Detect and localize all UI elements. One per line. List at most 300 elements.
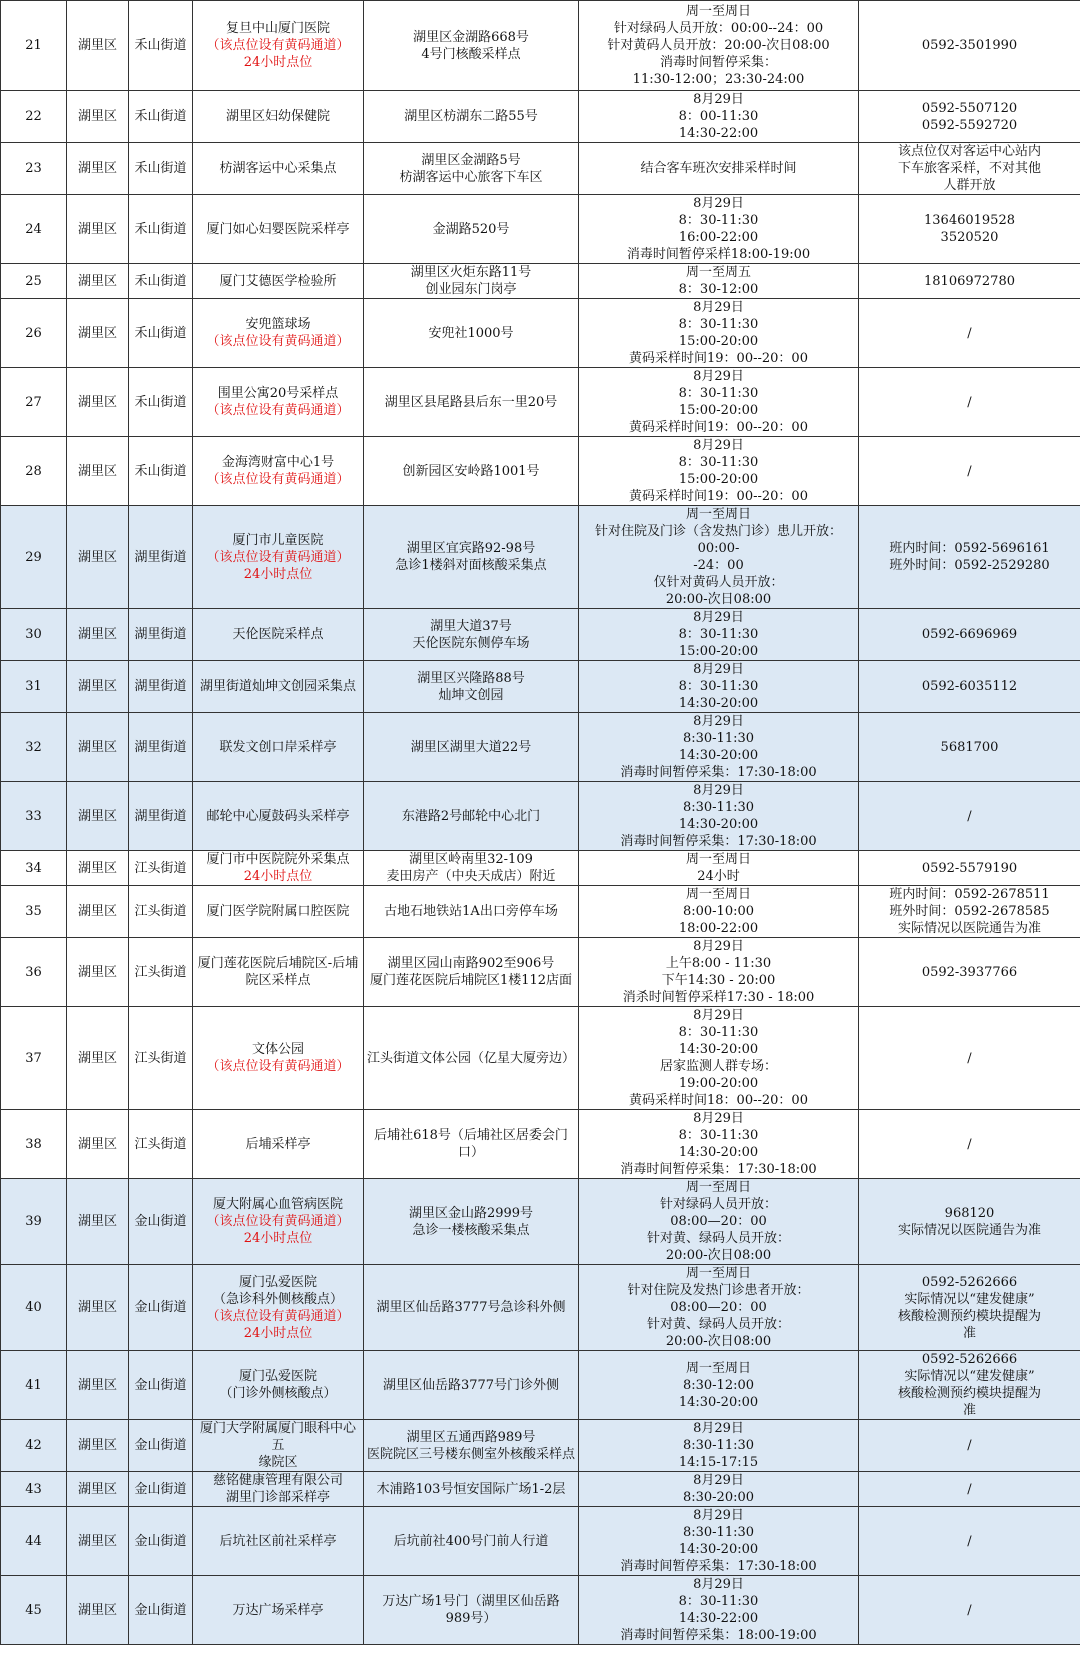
- hours-line: 居家监测人群专场：: [659, 1059, 777, 1074]
- street-cell: 江头街道: [129, 1007, 193, 1110]
- site-name-cell: [193, 437, 364, 506]
- street-cell: 禾山街道: [129, 143, 193, 195]
- hours-cell: [579, 713, 859, 782]
- address-line: 金湖路520号: [432, 221, 510, 237]
- row-number: 43: [1, 1472, 67, 1507]
- site-name-cell: [193, 264, 364, 299]
- address-cell: [364, 851, 579, 886]
- phone-line: /: [967, 1438, 972, 1453]
- hours-line: -24：00: [693, 558, 744, 573]
- hours-cell: [579, 1110, 859, 1179]
- district-cell: 湖里区: [67, 1472, 129, 1507]
- address-cell: [364, 661, 579, 713]
- address-line: 东港路2号邮轮中心北门: [401, 808, 541, 824]
- row-number: 41: [1, 1351, 67, 1420]
- street-cell: 禾山街道: [129, 195, 193, 264]
- phone-line: 班外时间：0592-2529280: [889, 558, 1050, 573]
- site-name-cell: [193, 195, 364, 264]
- table-row: [1, 1179, 1080, 1265]
- site-note-line: （该点位设有黄码通道）: [206, 1059, 350, 1074]
- name-line: 后埔采样亭: [245, 1136, 311, 1152]
- hours-line: 8:30-11:30: [682, 1525, 755, 1540]
- phone-cell: [859, 1007, 1080, 1110]
- site-note-line: （该点位设有黄码通道）: [206, 472, 350, 487]
- street-cell: 湖里街道: [129, 661, 193, 713]
- hours-line: 8:30-12:00: [682, 1377, 755, 1393]
- street-cell: 江头街道: [129, 1110, 193, 1179]
- hours-line: 8：30-11:30: [678, 386, 759, 401]
- hours-line: 黄码采样时间19：00--20：00: [629, 489, 808, 504]
- site-name-cell: [193, 1007, 364, 1110]
- name-line: 厦门弘爱医院: [238, 1369, 317, 1384]
- district-cell: 湖里区: [67, 886, 129, 938]
- site-name-cell: [193, 299, 364, 368]
- address-cell: [364, 264, 579, 299]
- site-name-cell: [193, 938, 364, 1007]
- phone-line: 实际情况以“建发健康”: [904, 1369, 1035, 1384]
- hours-cell: [579, 368, 859, 437]
- district-cell: 湖里区: [67, 1420, 129, 1472]
- site-name-cell: [193, 1420, 364, 1472]
- address-cell: [364, 1507, 579, 1576]
- hours-line: 8月29日: [693, 714, 744, 729]
- table-row: [1, 1507, 1080, 1576]
- phone-cell: [859, 1576, 1080, 1645]
- hours-line: 08:00—20：00: [670, 1214, 767, 1229]
- address-line: 后坑前社400号门前人行道: [393, 1533, 549, 1549]
- district-cell: 湖里区: [67, 91, 129, 143]
- district-cell: 湖里区: [67, 1, 129, 91]
- phone-cell: [859, 1420, 1080, 1472]
- site-note-line: 24小时点位: [243, 1325, 313, 1341]
- hours-line: 8：30-12:00: [678, 282, 759, 297]
- row-number: 25: [1, 264, 67, 299]
- hours-line: 20:00-次日08:00: [665, 592, 772, 607]
- site-name-cell: [193, 1110, 364, 1179]
- row-number: 24: [1, 195, 67, 264]
- address-line: 古地石地铁站1A出口旁停车场: [384, 904, 558, 919]
- phone-cell: [859, 886, 1080, 938]
- address-line: 口）: [457, 1145, 484, 1160]
- table-row: [1, 1265, 1080, 1351]
- phone-cell: [859, 938, 1080, 1007]
- site-name-cell: [193, 609, 364, 661]
- table-row: [1, 851, 1080, 886]
- row-number: 29: [1, 506, 67, 609]
- hours-line: 8:30-20:00: [682, 1490, 755, 1505]
- row-number: 40: [1, 1265, 67, 1351]
- site-note-line: （该点位设有黄码通道）: [206, 549, 350, 565]
- hours-line: 针对黄、绿码人员开放：: [646, 1317, 790, 1332]
- table-row: [1, 1110, 1080, 1179]
- hours-line: 8月29日: [693, 1473, 744, 1488]
- row-number: 45: [1, 1576, 67, 1645]
- address-line: 湖里区湖里大道22号: [410, 739, 532, 755]
- hours-line: 14:30-20:00: [678, 1542, 759, 1557]
- hours-line: 20:00-次日08:00: [665, 1248, 772, 1263]
- phone-cell: [859, 1, 1080, 91]
- phone-line: 下车旅客采样，不对其他: [897, 161, 1041, 176]
- row-number: 44: [1, 1507, 67, 1576]
- row-number: 36: [1, 938, 67, 1007]
- name-line: 天伦医院采样点: [232, 627, 324, 642]
- site-note-line: （该点位设有黄码通道）: [206, 403, 350, 418]
- hours-line: 消毒时间暂停采集：18:00-19:00: [620, 1628, 817, 1643]
- hours-line: 8月29日: [693, 369, 744, 384]
- street-cell: 金山街道: [129, 1351, 193, 1420]
- address-line: 湖里区金山路2999号: [408, 1205, 534, 1221]
- site-note-line: （该点位设有黄码通道）: [206, 1214, 350, 1229]
- district-cell: 湖里区: [67, 299, 129, 368]
- phone-line: /: [967, 1602, 972, 1618]
- street-cell: 禾山街道: [129, 437, 193, 506]
- address-line: 万达广场1号门（湖里区仙岳路: [382, 1594, 560, 1609]
- row-number: 33: [1, 782, 67, 851]
- phone-cell: [859, 1265, 1080, 1351]
- address-line: 厦门莲花医院后埔院区1楼112店面: [369, 973, 573, 988]
- phone-line: 核酸检测预约模块提醒为: [897, 1386, 1041, 1401]
- row-number: 32: [1, 713, 67, 782]
- name-line: 文体公园: [251, 1042, 304, 1057]
- site-name-cell: [193, 1576, 364, 1645]
- row-number: 39: [1, 1179, 67, 1265]
- phone-cell: [859, 609, 1080, 661]
- address-cell: [364, 506, 579, 609]
- street-cell: 金山街道: [129, 1420, 193, 1472]
- district-cell: 湖里区: [67, 938, 129, 1007]
- hours-line: 8月29日: [693, 662, 744, 677]
- phone-cell: [859, 782, 1080, 851]
- hours-cell: [579, 1265, 859, 1351]
- address-line: 急诊一楼核酸采集点: [412, 1222, 530, 1238]
- hours-line: 消毒时间暂停采样18:00-19:00: [626, 247, 811, 262]
- row-number: 38: [1, 1110, 67, 1179]
- address-cell: [364, 1265, 579, 1351]
- name-line: 厦门市中医院院外采集点: [206, 852, 350, 867]
- phone-line: 0592-5262666: [921, 1274, 1018, 1290]
- hours-line: 8：00-11:30: [678, 109, 759, 124]
- district-cell: 湖里区: [67, 437, 129, 506]
- table-row: [1, 609, 1080, 661]
- name-line: （门诊外侧核酸点）: [219, 1386, 337, 1401]
- hours-line: 8：30-11:30: [678, 627, 759, 642]
- address-cell: [364, 91, 579, 143]
- street-cell: 江头街道: [129, 886, 193, 938]
- street-cell: 湖里街道: [129, 713, 193, 782]
- hours-cell: [579, 851, 859, 886]
- district-cell: 湖里区: [67, 1576, 129, 1645]
- phone-line: 13646019528: [924, 213, 1015, 228]
- site-name-cell: [193, 1472, 364, 1507]
- hours-cell: [579, 782, 859, 851]
- address-cell: [364, 1179, 579, 1265]
- hours-line: 8:30-11:30: [682, 731, 755, 746]
- phone-cell: [859, 299, 1080, 368]
- hours-line: 消毒时间暂停采集：17:30-18:00: [620, 765, 817, 780]
- address-cell: [364, 1110, 579, 1179]
- phone-line: /: [967, 325, 972, 341]
- street-cell: 金山街道: [129, 1576, 193, 1645]
- street-cell: 金山街道: [129, 1179, 193, 1265]
- table-row: [1, 368, 1080, 437]
- address-line: 湖里区金湖路668号: [413, 29, 529, 45]
- phone-cell: [859, 1507, 1080, 1576]
- address-cell: [364, 143, 579, 195]
- address-cell: [364, 1, 579, 91]
- street-cell: 江头街道: [129, 938, 193, 1007]
- hours-cell: [579, 1007, 859, 1110]
- street-cell: 金山街道: [129, 1265, 193, 1351]
- phone-line: 人群开放: [943, 178, 996, 193]
- phone-line: 实际情况以医院通告为准: [897, 921, 1041, 936]
- site-name-cell: [193, 368, 364, 437]
- address-line: 湖里区仙岳路3777号急诊科外侧: [376, 1300, 566, 1315]
- name-line: 湖里区妇幼保健院: [225, 109, 330, 124]
- name-line: 厦门如心妇婴医院采样亭: [206, 221, 350, 237]
- address-cell: [364, 1576, 579, 1645]
- hours-cell: [579, 299, 859, 368]
- table-row: [1, 143, 1080, 195]
- hours-line: 周一至周日: [685, 1266, 751, 1281]
- address-line: 湖里区枋湖东二路55号: [404, 109, 538, 124]
- phone-cell: [859, 1179, 1080, 1265]
- table-row: [1, 886, 1080, 938]
- site-note-line: （该点位设有黄码通道）: [206, 334, 350, 349]
- hours-cell: [579, 609, 859, 661]
- hours-line: 15:00-20:00: [678, 403, 759, 418]
- address-cell: [364, 713, 579, 782]
- hours-line: 8：30-11:30: [678, 1025, 759, 1040]
- name-line: 湖里街道灿坤文创园采集点: [199, 679, 356, 694]
- phone-line: 0592-6696969: [921, 627, 1018, 642]
- phone-line: /: [967, 394, 972, 410]
- address-line: 湖里区宜宾路92-98号: [406, 541, 536, 556]
- phone-line: /: [967, 1481, 972, 1497]
- hours-line: 针对黄、绿码人员开放：: [646, 1231, 790, 1246]
- district-cell: 湖里区: [67, 851, 129, 886]
- hours-line: 8：30-11:30: [678, 455, 759, 470]
- hours-line: 仅针对黄码人员开放：: [653, 575, 784, 590]
- hours-line: 消毒时间暂停采集：17:30-18:00: [620, 834, 817, 849]
- table-row: [1, 264, 1080, 299]
- hours-line: 8月29日: [693, 783, 744, 798]
- phone-cell: [859, 713, 1080, 782]
- hours-line: 周一至周日: [685, 1360, 751, 1376]
- row-number: 30: [1, 609, 67, 661]
- phone-line: 0592-5592720: [921, 117, 1018, 133]
- hours-line: 15:00-20:00: [678, 644, 759, 659]
- row-number: 23: [1, 143, 67, 195]
- address-line: 湖里大道37号: [430, 618, 512, 634]
- hours-line: 消毒时间暂停采集：17:30-18:00: [620, 1559, 817, 1574]
- phone-line: 该点位仅对客运中心站内: [897, 144, 1041, 159]
- phone-line: 5681700: [940, 739, 999, 755]
- hours-line: 8月29日: [693, 92, 744, 107]
- district-cell: 湖里区: [67, 1110, 129, 1179]
- site-name-cell: [193, 661, 364, 713]
- name-line: 厦大附属心血管病医院: [212, 1197, 343, 1212]
- address-line: 湖里区五通西路989号: [406, 1429, 536, 1445]
- name-line: 慈铭健康管理有限公司: [212, 1473, 343, 1488]
- address-cell: [364, 1007, 579, 1110]
- address-line: 灿坤文创园: [438, 687, 504, 703]
- address-line: 4号门核酸采样点: [421, 46, 521, 62]
- hours-line: 8月29日: [693, 1577, 744, 1592]
- district-cell: 湖里区: [67, 1507, 129, 1576]
- phone-line: 实际情况以医院通告为准: [897, 1222, 1041, 1238]
- row-number: 34: [1, 851, 67, 886]
- district-cell: 湖里区: [67, 609, 129, 661]
- hours-cell: [579, 1, 859, 91]
- hours-line: 14:30-20:00: [678, 748, 759, 763]
- hours-cell: [579, 1507, 859, 1576]
- address-line: 湖里区金湖路5号: [421, 152, 521, 168]
- site-name-cell: [193, 143, 364, 195]
- site-name-cell: [193, 851, 364, 886]
- district-cell: 湖里区: [67, 1265, 129, 1351]
- phone-line: 班内时间：0592-2678511: [889, 887, 1050, 902]
- district-cell: 湖里区: [67, 1351, 129, 1420]
- site-note-line: 24小时点位: [243, 566, 313, 582]
- hours-line: 14:30-20:00: [678, 696, 759, 711]
- street-cell: 禾山街道: [129, 368, 193, 437]
- hours-line: 8:30-11:30: [682, 800, 755, 815]
- phone-line: 准: [962, 1403, 976, 1418]
- hours-line: 8月29日: [693, 438, 744, 453]
- address-line: 安兜社1000号: [428, 325, 514, 341]
- row-number: 27: [1, 368, 67, 437]
- address-line: 后埔社618号（后埔社区居委会门: [374, 1128, 568, 1143]
- hours-cell: [579, 938, 859, 1007]
- name-line: 邮轮中心厦鼓码头采样亭: [206, 808, 350, 824]
- hours-line: 针对绿码人员开放：00:00--24：00: [613, 21, 824, 36]
- name-line: 缘院区: [258, 1455, 298, 1470]
- street-cell: 湖里街道: [129, 506, 193, 609]
- hours-line: 14:15-17:15: [678, 1455, 759, 1470]
- phone-cell: [859, 368, 1080, 437]
- hours-line: 针对住院及发热门诊患者开放：: [627, 1283, 810, 1298]
- phone-line: 0592-5262666: [921, 1352, 1018, 1367]
- hours-line: 8月29日: [693, 610, 744, 625]
- hours-line: 8月29日: [693, 1421, 744, 1436]
- phone-line: 968120: [944, 1205, 995, 1221]
- address-cell: [364, 782, 579, 851]
- name-line: 厦门医学院附属口腔医院: [206, 904, 350, 919]
- hours-line: 上午8:00 - 11:30: [665, 956, 772, 971]
- site-note-line: 24小时点位: [243, 869, 313, 884]
- hours-line: 15:00-20:00: [678, 472, 759, 487]
- street-cell: 禾山街道: [129, 1, 193, 91]
- district-cell: 湖里区: [67, 1179, 129, 1265]
- row-number: 31: [1, 661, 67, 713]
- site-name-cell: [193, 1265, 364, 1351]
- hours-line: 8：30-11:30: [678, 1128, 759, 1143]
- address-line: 湖里区仙岳路3777号门诊外侧: [382, 1377, 560, 1393]
- address-cell: [364, 609, 579, 661]
- phone-cell: [859, 1472, 1080, 1507]
- table-row: [1, 1, 1080, 91]
- row-number: 21: [1, 1, 67, 91]
- hours-cell: [579, 264, 859, 299]
- district-cell: 湖里区: [67, 506, 129, 609]
- name-line: 金海湾财富中心1号: [221, 455, 335, 470]
- hours-line: 针对绿码人员开放：: [659, 1197, 777, 1212]
- hours-line: 8月29日: [693, 300, 744, 315]
- phone-line: 0592-5579190: [921, 860, 1018, 876]
- site-name-cell: [193, 1351, 364, 1420]
- table-row: [1, 782, 1080, 851]
- name-line: 厦门弘爱医院: [238, 1274, 317, 1290]
- phone-line: /: [967, 463, 972, 479]
- street-cell: 金山街道: [129, 1507, 193, 1576]
- name-line: 院区采样点: [245, 973, 311, 988]
- address-cell: [364, 1420, 579, 1472]
- address-line: 989号）: [445, 1611, 497, 1626]
- hours-line: 8月29日: [693, 1111, 744, 1126]
- hours-line: 针对黄码人员开放：20:00-次日08:00: [607, 38, 830, 53]
- phone-line: /: [967, 1136, 972, 1152]
- district-cell: 湖里区: [67, 661, 129, 713]
- address-cell: [364, 368, 579, 437]
- name-line: （急诊科外侧核酸点）: [212, 1291, 343, 1307]
- address-line: 木浦路103号恒安国际广场1-2层: [376, 1481, 566, 1497]
- hours-line: 8月29日: [693, 939, 744, 954]
- phone-cell: [859, 143, 1080, 195]
- hours-line: 15:00-20:00: [678, 334, 759, 349]
- address-cell: [364, 195, 579, 264]
- hours-line: 14:30-20:00: [678, 1394, 759, 1410]
- phone-cell: [859, 437, 1080, 506]
- site-name-cell: [193, 1, 364, 91]
- address-line: 天伦医院东侧停车场: [412, 635, 530, 651]
- street-cell: 湖里街道: [129, 782, 193, 851]
- hours-line: 黄码采样时间19：00--20：00: [629, 420, 808, 435]
- hours-line: 下午14:30 - 20:00: [661, 973, 776, 988]
- address-cell: [364, 299, 579, 368]
- hours-cell: [579, 886, 859, 938]
- street-cell: 江头街道: [129, 851, 193, 886]
- hours-line: 11:30-12:00；23:30-24:00: [632, 72, 805, 87]
- table-row: [1, 437, 1080, 506]
- hours-line: 8月29日: [693, 196, 744, 211]
- phone-line: 0592-6035112: [921, 679, 1018, 694]
- address-line: 创业园东门岗亭: [425, 282, 517, 297]
- site-name-cell: [193, 782, 364, 851]
- row-number: 26: [1, 299, 67, 368]
- phone-cell: [859, 851, 1080, 886]
- hours-line: 消毒时间暂停采集：: [659, 55, 777, 70]
- row-number: 42: [1, 1420, 67, 1472]
- site-note-line: （该点位设有黄码通道）: [206, 1308, 350, 1324]
- table-row: [1, 506, 1080, 609]
- address-line: 湖里区岭南里32-109: [409, 852, 533, 867]
- address-line: 湖里区园山南路902至906号: [387, 956, 555, 971]
- table-row: [1, 1576, 1080, 1645]
- address-line: 湖里区兴隆路88号: [417, 670, 525, 686]
- hours-line: 周一至周日: [685, 1180, 751, 1195]
- hours-line: 黄码采样时间19：00--20：00: [629, 351, 808, 366]
- phone-line: 班内时间：0592-5696161: [889, 541, 1050, 556]
- phone-line: /: [967, 808, 972, 824]
- hours-line: 20:00-次日08:00: [665, 1334, 772, 1349]
- name-line: 联发文创口岸采样亭: [219, 739, 337, 755]
- site-name-cell: [193, 886, 364, 938]
- hours-line: 8月29日: [693, 1008, 744, 1023]
- hours-cell: [579, 195, 859, 264]
- hours-cell: [579, 91, 859, 143]
- hours-line: 18:00-22:00: [678, 921, 759, 936]
- name-line: 厦门大学附属厦门眼科中心五: [199, 1421, 356, 1453]
